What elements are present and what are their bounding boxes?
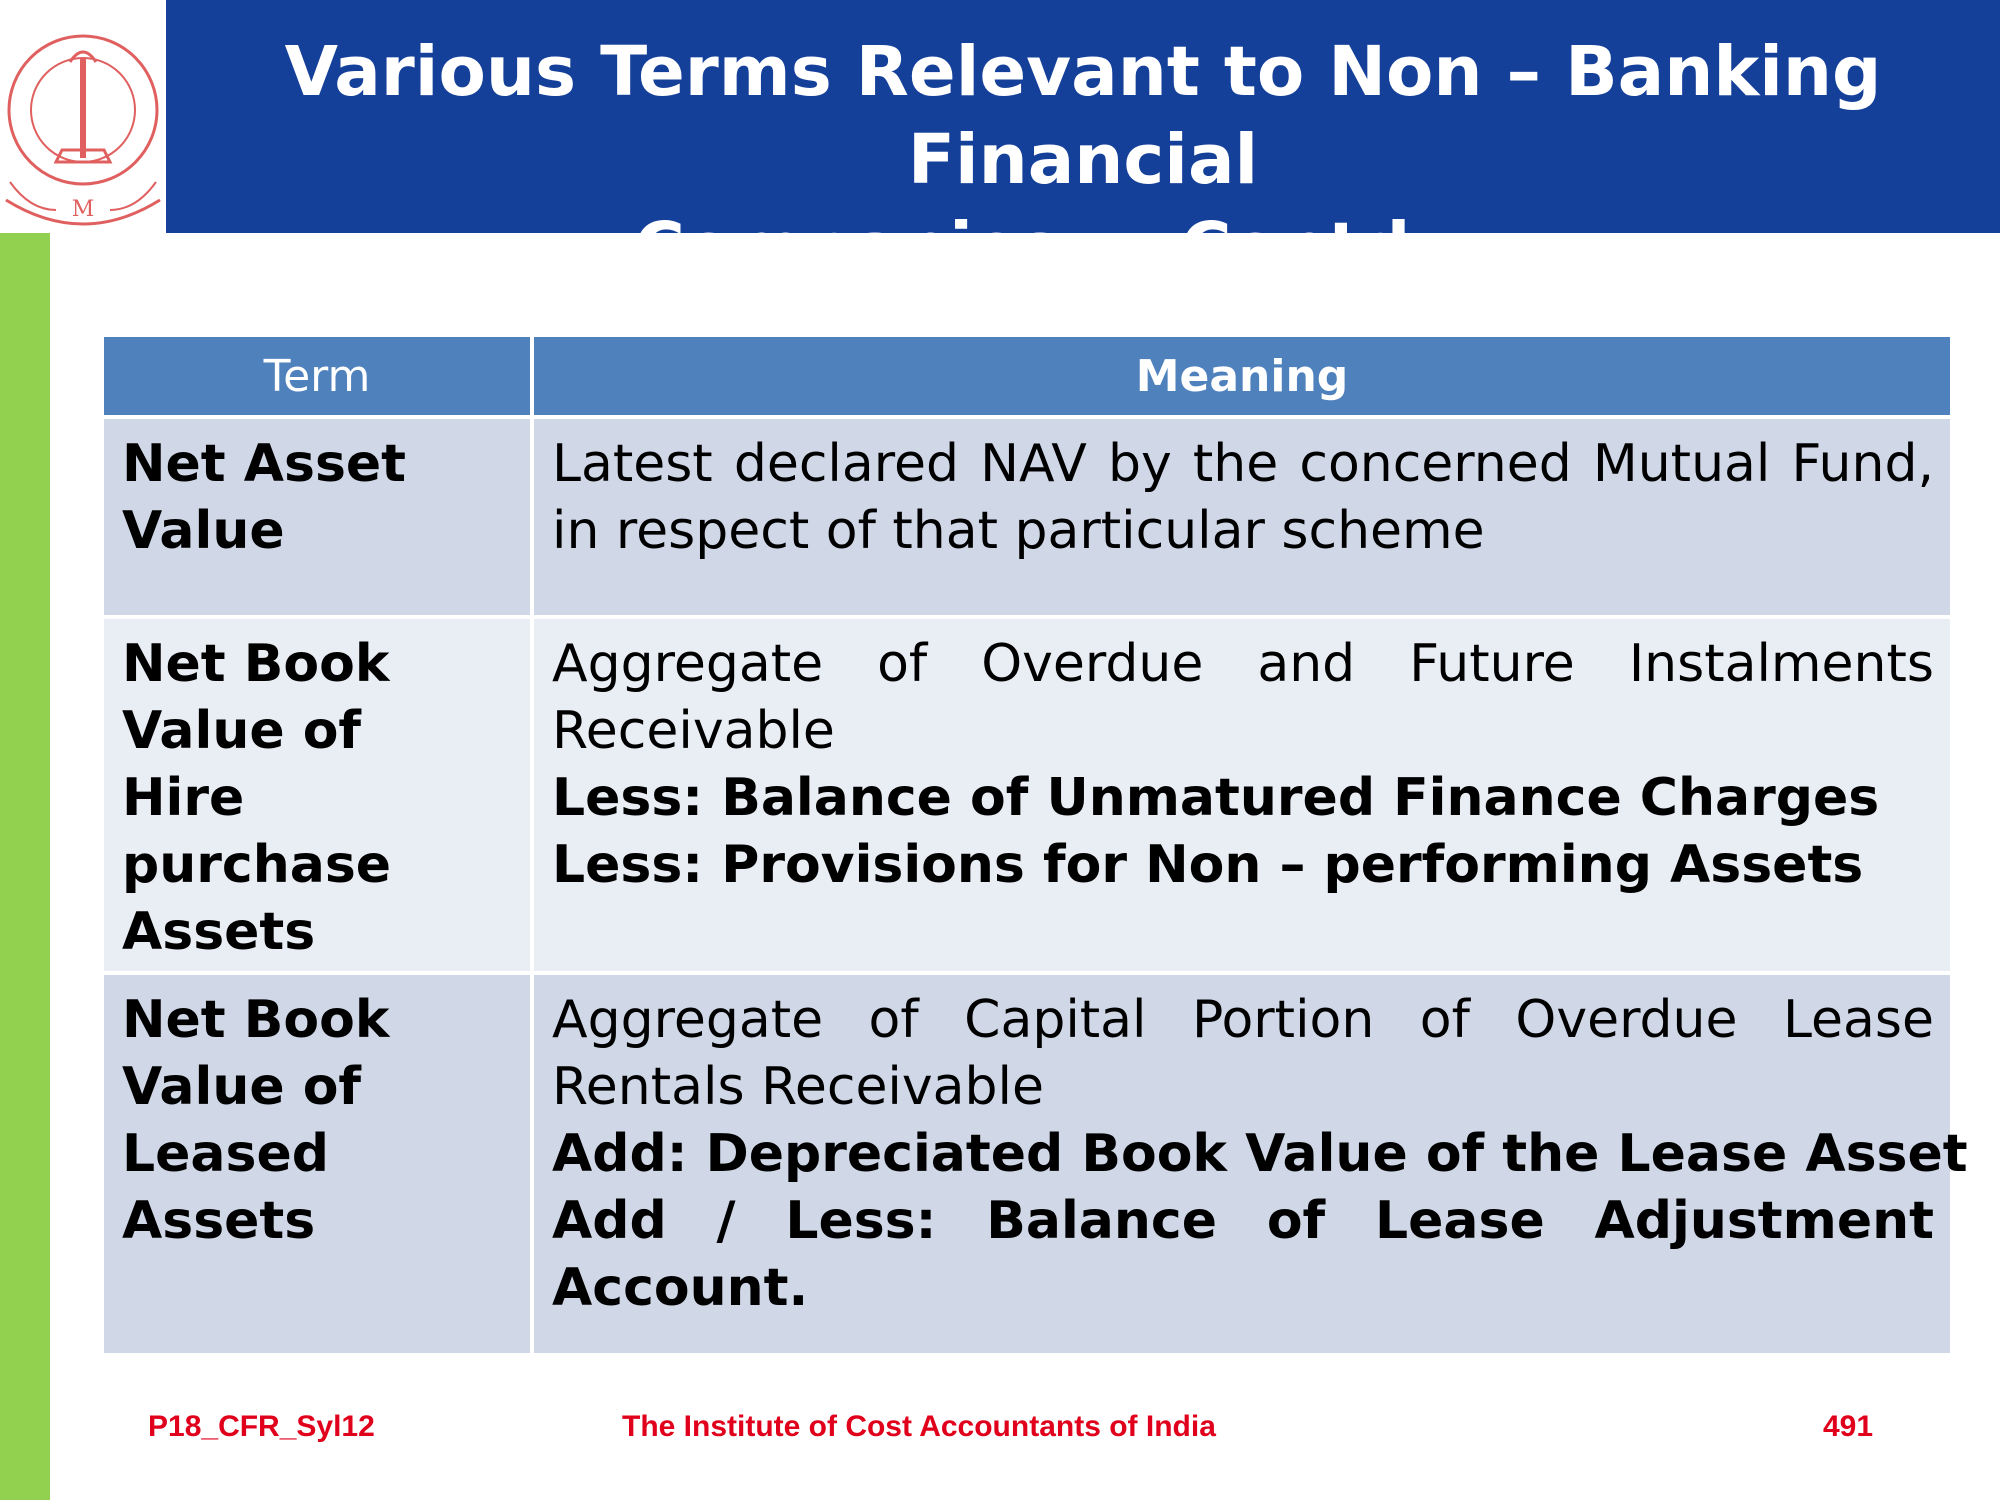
footer-page-number: 491 — [1823, 1410, 1874, 1443]
meaning-bold-line: Less: Provisions for Non – performing Assets — [552, 835, 1864, 895]
meaning-column-header: Meaning — [532, 335, 1952, 417]
meaning-cell — [532, 417, 1952, 617]
table-row — [102, 417, 1952, 617]
institute-seal-icon — [0, 0, 166, 233]
title-banner — [166, 0, 2000, 288]
term-cell: Net Book Value of Hire purchase Assets — [102, 617, 532, 973]
slide-title-line-2: Companies Contd….. — [634, 208, 1532, 288]
table-row — [102, 617, 1952, 973]
terms-table — [100, 333, 1968, 1357]
table-header-row — [102, 335, 1952, 417]
meaning-cell — [532, 617, 1952, 973]
institute-logo — [0, 0, 166, 233]
term-cell: Net Book Value of Leased Assets — [102, 973, 532, 1355]
meaning-text: Aggregate of Capital Portion of Overdue Lease Rentals Receivable — [552, 990, 1934, 1117]
footer-course-code: P18_CFR_Syl12 — [148, 1410, 375, 1443]
meaning-cell — [532, 973, 1968, 1355]
meaning-bold-line: Add / Less: Balance of Lease Adjustment Account. — [552, 1191, 1934, 1318]
meaning-text: Aggregate of Overdue and Future Instalments Receivable — [552, 634, 1934, 761]
slide-title-line-1: Various Terms Relevant to Non – Banking Financial — [284, 32, 1882, 200]
meaning-text: Latest declared NAV by the concerned Mutual Fund, in respect of that particular scheme — [552, 434, 1934, 561]
meaning-bold-line: Add: Depreciated Book Value of the Lease Asset — [552, 1124, 1968, 1184]
term-cell: Net Asset Value — [102, 417, 532, 617]
side-accent-bar — [0, 233, 50, 1500]
term-column-header: Term — [102, 335, 532, 417]
slide-title — [166, 28, 2000, 292]
meaning-bold-line: Less: Balance of Unmatured Finance Charges — [552, 768, 1880, 828]
footer-institute-name: The Institute of Cost Accountants of India — [622, 1410, 1216, 1443]
svg-text:M: M — [71, 197, 95, 222]
table-row — [102, 973, 1952, 1355]
